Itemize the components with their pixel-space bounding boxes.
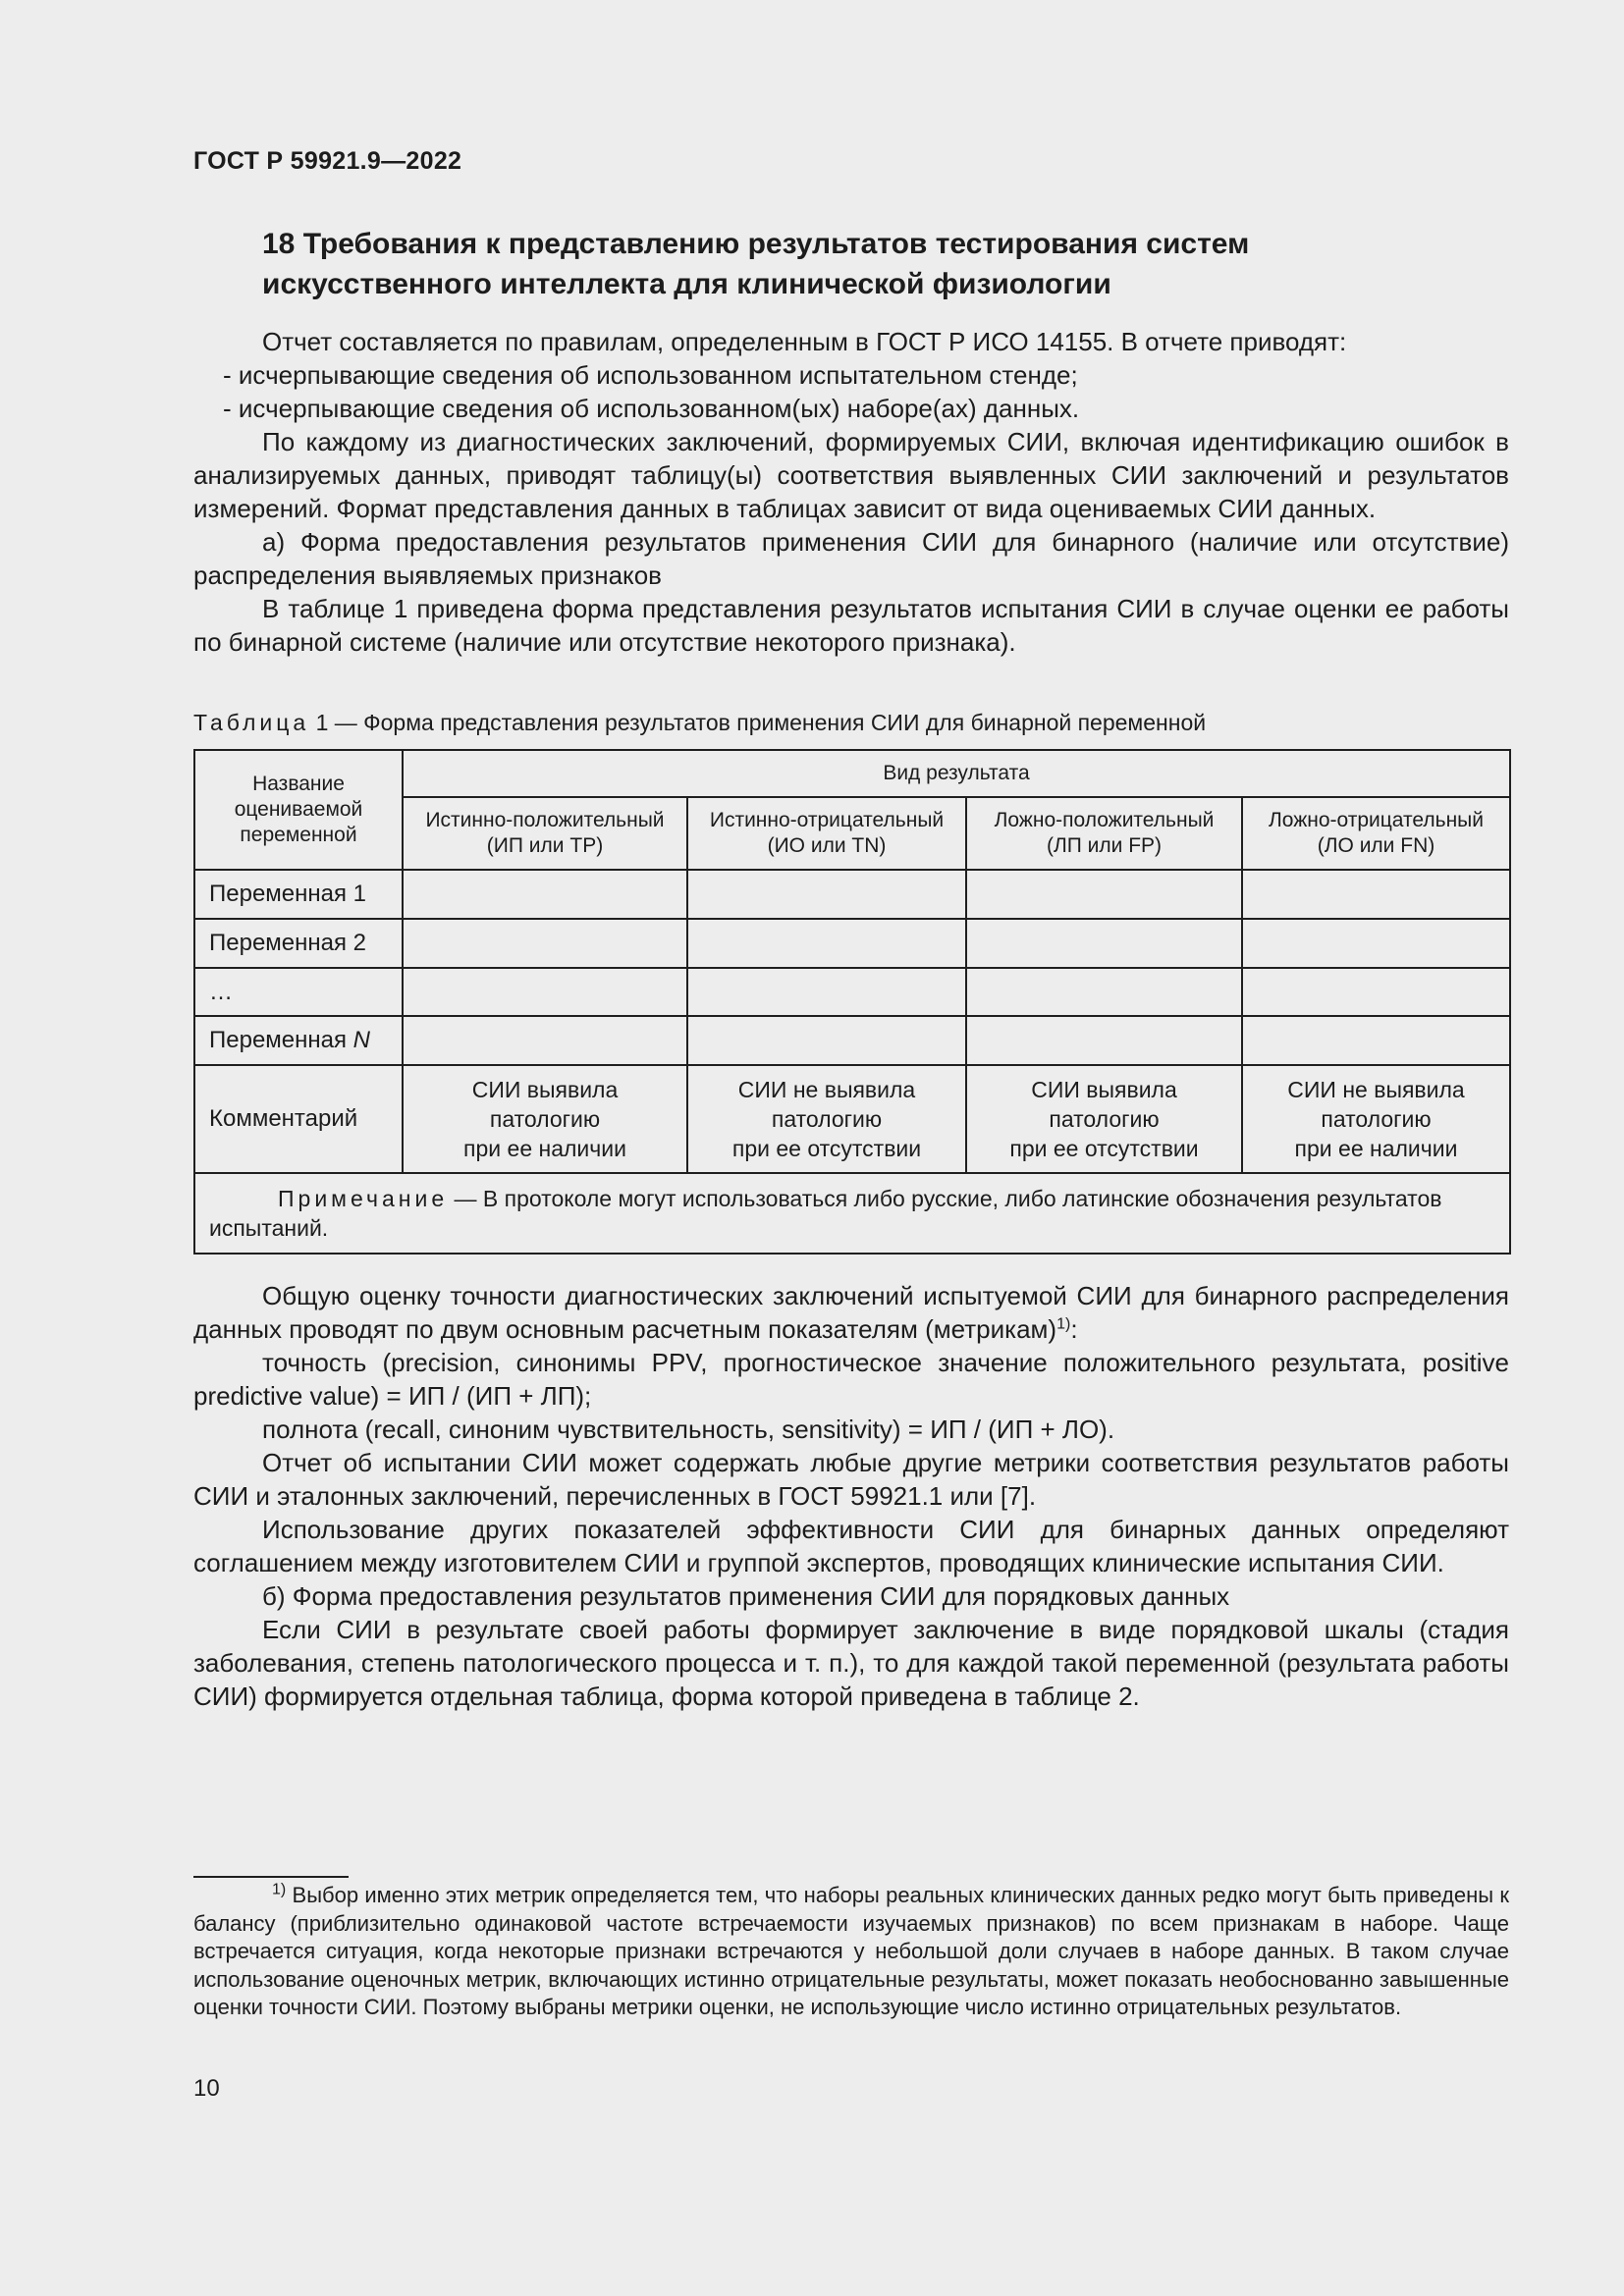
note-label: Примечание bbox=[278, 1186, 449, 1211]
comment-line: СИИ не выявила bbox=[1287, 1077, 1465, 1102]
footnote bbox=[193, 1882, 1509, 2022]
table-cell bbox=[403, 870, 687, 919]
table-cell bbox=[1242, 919, 1510, 968]
note-text: — В протоколе могут использоваться либо русские, либо латинские обозначения результатов испытаний. bbox=[209, 1186, 1442, 1241]
paragraph: а) Форма предоставления результатов применения СИИ для бинарного (наличие или отсутствие) распределения выявляемых признаков bbox=[193, 527, 1509, 590]
header-text: Ложно-положительный bbox=[994, 809, 1215, 831]
table-cell bbox=[966, 968, 1242, 1016]
results-table bbox=[193, 749, 1511, 1255]
footnote-ref: 1) bbox=[1056, 1315, 1071, 1333]
table-row bbox=[194, 870, 1510, 919]
comment-line: при ее отсутствии bbox=[731, 1136, 922, 1161]
paragraph bbox=[193, 1279, 1509, 1346]
header-text: Истинно-отрицательный bbox=[709, 809, 945, 831]
comment-cell bbox=[966, 1065, 1242, 1173]
header-col-tn bbox=[687, 797, 966, 870]
row-label-variable: N bbox=[352, 1027, 371, 1053]
paragraph: Если СИИ в результате своей работы формирует заключение в виде порядковой шкалы (стадия заболевания, степень патологического процесса и т. п.), то для каждой такой переменной (результата работы СИИ) формируется отдельная таблица, форма которой приведена в таблице 2. bbox=[193, 1615, 1509, 1711]
table-cell bbox=[966, 1016, 1242, 1065]
comment-line: при ее отсутствии bbox=[1009, 1136, 1199, 1161]
table-cell bbox=[403, 968, 687, 1016]
comment-line: при ее наличии bbox=[463, 1136, 626, 1161]
header-text: (ИО или TN) bbox=[767, 834, 887, 857]
header-text: Истинно-положительный bbox=[425, 809, 665, 831]
header-col-fp bbox=[966, 797, 1242, 870]
comment-cell bbox=[687, 1065, 966, 1173]
comment-line: патологию bbox=[771, 1106, 883, 1132]
paragraph: В таблице 1 приведена форма представления результатов испытания СИИ в случае оценки ее работы по бинарной системе (наличие или отсутствие некоторого признака). bbox=[193, 594, 1509, 657]
table-caption bbox=[193, 709, 1206, 736]
header-variable-name: Название оцениваемой переменной bbox=[194, 750, 403, 870]
table-cell bbox=[1242, 968, 1510, 1016]
comment-row bbox=[194, 1065, 1510, 1173]
header-col-tp bbox=[403, 797, 687, 870]
comment-line: СИИ выявила bbox=[471, 1077, 619, 1102]
table-cell bbox=[403, 1016, 687, 1065]
comment-line: при ее наличии bbox=[1294, 1136, 1458, 1161]
footnote-text: Выбор именно этих метрик определяется тем, что наборы реальных клинических данных редко могут быть приведены к балансу (приблизительно одинаковой частоте встречаемости изучаемых признаков) по всем признакам в наборе. Чаще встречается ситуация, когда некоторые признаки встречаются у небольшой доли случаев в наборе данных. В таком случае использование оценочных метрик, включающих истинно отрицательные результаты, может показать необоснованно завышенные оценки точности СИИ. Поэтому выбраны метрики оценки, не использующие число истинно отрицательных результатов. bbox=[193, 1883, 1509, 2019]
table-caption-text: 1 — Форма представления результатов применения СИИ для бинарной переменной bbox=[309, 710, 1207, 735]
paragraph: Использование других показателей эффективности СИИ для бинарных данных определяют соглашением между изготовителем СИИ и группой экспертов, проводящих клинические испытания СИИ. bbox=[193, 1515, 1509, 1577]
header-col-fn bbox=[1242, 797, 1510, 870]
footnote-divider bbox=[193, 1876, 349, 1878]
intro-text bbox=[193, 325, 1509, 659]
row-label bbox=[194, 1016, 403, 1065]
list-item: - исчерпывающие сведения об использованном испытательном стенде; bbox=[223, 360, 1078, 390]
row-label: … bbox=[194, 968, 403, 1016]
header-result-type: Вид результата bbox=[403, 750, 1510, 797]
comment-cell bbox=[1242, 1065, 1510, 1173]
paragraph-text: Общую оценку точности диагностических заключений испытуемой СИИ для бинарного распределения данных проводят по двум основным расчетным показателям (метрикам) bbox=[193, 1281, 1509, 1344]
comment-line: СИИ выявила bbox=[1031, 1077, 1177, 1102]
comment-line: патологию bbox=[1321, 1106, 1432, 1132]
document-id: ГОСТ Р 59921.9—2022 bbox=[193, 147, 462, 175]
paragraph-text: : bbox=[1070, 1314, 1078, 1344]
footnote-marker: 1) bbox=[272, 1881, 287, 1898]
comment-line: патологию bbox=[489, 1106, 601, 1132]
paragraph: Отчет составляется по правилам, определенным в ГОСТ Р ИСО 14155. В отчете приводят: bbox=[262, 327, 1347, 356]
paragraph: Отчет об испытании СИИ может содержать любые другие метрики соответствия результатов работы СИИ и эталонных заключений, перечисленных в ГОСТ 59921.1 или [7]. bbox=[193, 1448, 1509, 1511]
header-text: (ИП или TP) bbox=[486, 834, 604, 857]
table-row bbox=[194, 919, 1510, 968]
list-item: - исчерпывающие сведения об использованном(ых) наборе(ах) данных. bbox=[223, 394, 1080, 423]
row-label: Переменная 2 bbox=[194, 919, 403, 968]
table-cell bbox=[1242, 1016, 1510, 1065]
row-label-text: Переменная bbox=[209, 1027, 353, 1053]
comment-line: СИИ не выявила bbox=[737, 1077, 916, 1102]
metrics-text bbox=[193, 1279, 1509, 1713]
table-note bbox=[194, 1173, 1510, 1254]
table-cell bbox=[687, 1016, 966, 1065]
comment-line: патологию bbox=[1049, 1106, 1160, 1132]
table-cell bbox=[687, 968, 966, 1016]
comment-cell bbox=[403, 1065, 687, 1173]
row-label: Комментарий bbox=[194, 1065, 403, 1173]
paragraph: полнота (recall, синоним чувствительность, sensitivity) = ИП / (ИП + ЛО). bbox=[262, 1415, 1115, 1444]
section-title bbox=[262, 224, 1529, 304]
note-row bbox=[194, 1173, 1510, 1254]
page-number: 10 bbox=[193, 2075, 220, 2102]
table-row bbox=[194, 968, 1510, 1016]
header-text: Ложно-отрицательный bbox=[1268, 809, 1484, 831]
paragraph: По каждому из диагностических заключений, формируемых СИИ, включая идентификацию ошибок в анализируемых данных, приводят таблицу(ы) соответствия выявленных СИИ заключений и результатов измерений. Формат представления данных в таблицах зависит от вида оцениваемых СИИ данных. bbox=[193, 427, 1509, 523]
paragraph: б) Форма предоставления результатов применения СИИ для порядковых данных bbox=[262, 1581, 1230, 1611]
section-title-line-2: искусственного интеллекта для клинической физиологии bbox=[262, 268, 1111, 300]
table-cell bbox=[1242, 870, 1510, 919]
table-cell bbox=[966, 919, 1242, 968]
table-cell bbox=[687, 870, 966, 919]
paragraph: точность (precision, синонимы PPV, прогностическое значение положительного результата, positive predictive value) = ИП / (ИП + ЛП); bbox=[193, 1348, 1509, 1411]
table-row bbox=[194, 1016, 1510, 1065]
table-cell bbox=[687, 919, 966, 968]
header-text: (ЛО или FN) bbox=[1317, 834, 1435, 857]
table-caption-label: Таблица bbox=[193, 710, 310, 735]
header-text: (ЛП или FP) bbox=[1046, 834, 1163, 857]
table-cell bbox=[403, 919, 687, 968]
section-title-line-1: 18 Требования к представлению результатов тестирования систем bbox=[262, 228, 1250, 260]
row-label: Переменная 1 bbox=[194, 870, 403, 919]
table-cell bbox=[966, 870, 1242, 919]
